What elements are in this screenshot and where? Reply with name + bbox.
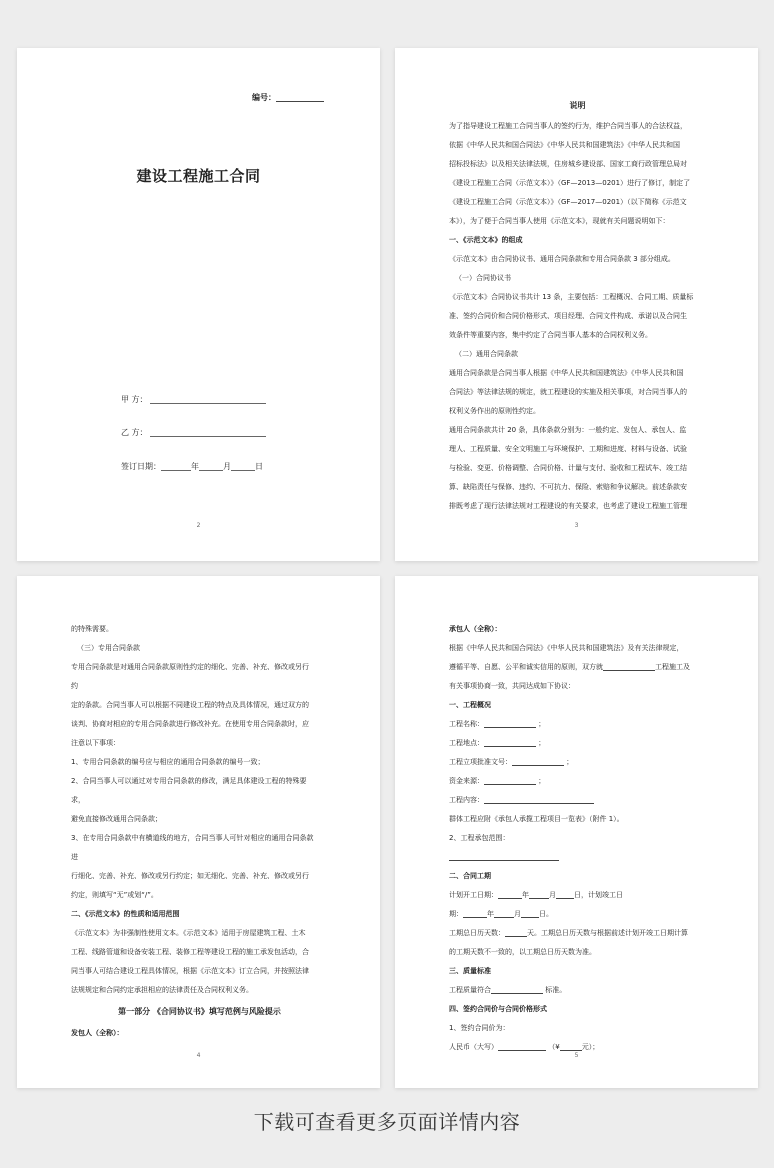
party-b-label: 乙 方： [121,428,148,437]
contract-number-blank [276,101,324,102]
text-fragment: ； [538,739,546,747]
text-line: 的特殊需要。 [71,625,113,633]
text-line: 专用合同条款是对通用合同条款原则性约定的细化、完善、补充、修改或另行 [71,663,309,671]
field-label: 资金来源： [449,777,484,785]
subsection-heading: （三）专用合同条款 [77,644,140,652]
text-line: 1、签约合同价为： [449,1024,510,1032]
party-a-label: 甲 方： [121,395,148,404]
blank [521,917,539,918]
blank [463,917,487,918]
blank [498,898,522,899]
text-fragment: ； [538,720,546,728]
text-line: 合同法》等法律法规的规定，就工程建设的实施及相关事项，对合同当事人的 [449,388,687,396]
field-label: 工程地点： [449,739,484,747]
field-label: 工期总日历天数： [449,929,505,937]
page-number: 5 [574,1052,579,1059]
text-line: 《建设工程施工合同（示范文本）》（GF—2017—0201）（以下简称《示范文 [449,198,687,206]
text-fragment: 月 [514,910,521,918]
text-line: 同当事人可结合建设工程具体情况，根据《示范文本》订立合同，并按照法律 [71,967,309,975]
text-line: 有关事项协商一致，共同达成如下协议： [449,682,575,690]
contract-number-field [252,92,324,103]
year-blank [161,470,191,471]
text-fragment: 标准。 [545,986,567,994]
text-line: 算、缺陷责任与保修、违约、不可抗力、保险、索赔和争议解决。前述条款安 [449,483,687,491]
text-fragment: （¥ [548,1043,560,1051]
section-heading: 三、质量标准 [449,967,491,975]
text-line: 准、签约合同价和合同价格形式、项目经理、合同文件构成、承诺以及合同生 [449,312,687,320]
contractor-name-label: 承包人（全称）： [449,625,502,633]
blank [484,803,594,804]
field-label: 工程立项批准文号： [449,758,512,766]
field-label: 工程名称： [449,720,484,728]
page-number: 2 [196,522,201,529]
project-location-field [449,734,706,753]
blank [529,898,549,899]
month-blank [199,470,223,471]
text-line: 进 [71,853,78,861]
page-body [449,620,706,1057]
project-name-field [449,715,706,734]
section-heading: 四、签约合同价与合同价格形式 [449,1005,547,1013]
approval-number-field [449,753,706,772]
blank [494,917,514,918]
sign-date-label: 签订日期： [121,462,161,471]
text-line: 2、合同当事人可以通过对专用合同条款的修改，满足具体建设工程的特殊要 [71,777,307,785]
field-label: 期： [449,910,463,918]
field-label: 计划开工日期： [449,891,498,899]
subsection-heading: （一）合同协议书 [455,274,511,282]
text-line: 通用合同条款是合同当事人根据《中华人民共和国建筑法》《中华人民共和国 [449,369,684,377]
contract-cover-page [17,48,380,561]
text-fragment: ； [566,758,574,766]
text-line: 避免直接修改通用合同条款； [71,815,162,823]
part-heading: 第一部分 《合同协议书》填写范例与风险提示 [118,1007,281,1016]
text-fragment: 天。工期总日历天数与根据前述计划开竣工日期计算 [527,929,688,937]
page-heading: 说明 [569,101,586,110]
special-terms-page [17,576,380,1088]
text-line: 1、专用合同条款的编号应与相应的通用合同条款的编号一致； [71,758,265,766]
sign-date-field [121,461,263,472]
party-b-field [121,427,266,438]
blank [556,898,574,899]
text-line: 2、工程承包范围： [449,834,510,842]
scope-blank-line [449,848,706,867]
day-label: 日 [255,462,263,471]
contract-number-label: 编号： [252,93,276,102]
blank [491,993,543,994]
blank [505,936,527,937]
text-line: 本》），为了便于合同当事人使用《示范文本》，现就有关问题说明如下： [449,217,670,225]
party-b-blank [150,436,266,437]
field-label: 人民币（大写） [449,1043,498,1051]
subsection-heading: （二）通用合同条款 [455,350,518,358]
text-fragment: 元）； [581,1043,600,1051]
quality-standard-field [449,981,706,1000]
text-line: 《建设工程施工合同（示范文本）》（GF—2013—0201）进行了修订，制定了 [449,179,691,187]
text-line: 为了指导建设工程施工合同当事人的签约行为，维护合同当事人的合法权益， [449,122,687,130]
text-line: 约 [71,682,78,690]
section-heading: 二、合同工期 [449,872,491,880]
explanation-page [395,48,758,561]
text-fragment: ； [538,777,546,785]
text-line: 《示范文本》合同协议书共计 13 条，主要包括：工程概况、合同工期、质量标 [449,293,694,301]
blank [560,1050,582,1051]
planned-start-field [449,886,706,905]
text-line: 群体工程应附《承包人承揽工程项目一览表》（附件 1）。 [449,815,624,823]
field-label: 工程质量符合 [449,986,491,994]
year-label: 年 [191,462,199,471]
contract-title: 建设工程施工合同 [136,167,261,185]
text-line: 注意以下事项： [71,739,120,747]
section-heading: 一、《示范文本》的组成 [449,236,523,244]
blank [484,727,536,728]
field-label: 工程内容： [449,796,484,804]
month-label: 月 [223,462,231,471]
blank [449,860,559,861]
page-number: 4 [196,1052,201,1059]
text-fragment: 日。 [539,910,553,918]
text-line: 招标投标法》以及相关法律法规，住房城乡建设部、国家工商行政管理总局对 [449,160,687,168]
agreement-page [395,576,758,1088]
text-line: 权利义务作出的原则性约定。 [449,407,540,415]
party-a-field [121,394,266,405]
text-line: 工程、线路管道和设备安装工程、装修工程等建设工程的施工承发包活动，合 [71,948,309,956]
text-line: 与检验、变更、价格调整、合同价格、计量与支付、验收和工程试车、竣工结 [449,464,687,472]
section-heading: 二、《示范文本》的性质和适用范围 [71,910,180,918]
text-line: 《示范文本》由合同协议书、通用合同条款和专用合同条款 3 部分组成。 [449,255,675,263]
text-fragment: 工程施工及 [655,663,690,671]
section-heading: 一、工程概况 [449,701,491,709]
total-days-field [449,924,706,943]
blank [484,746,536,747]
text-fragment: 遵循平等、自愿、公平和诚实信用的原则，双方就 [449,663,603,671]
text-line: 求， [71,796,85,804]
text-line [449,658,706,677]
text-fragment: 年 [487,910,494,918]
project-content-field [449,791,706,810]
text-line: 约定，则填写“无”或划“/”。 [71,891,158,899]
text-line: 3、在专用合同条款中有横道线的地方，合同当事人可针对相应的通用合同条款 [71,834,314,842]
page-body [71,620,328,1043]
blank [603,670,655,671]
text-line: 根据《中华人民共和国合同法》《中华人民共和国建筑法》及有关法律规定， [449,644,684,652]
employer-name-label: 发包人（全称）： [71,1029,124,1037]
text-line: 效条件等重要内容，集中约定了合同当事人基本的合同权利义务。 [449,331,652,339]
page-number: 3 [574,522,579,529]
text-line: 谈判、协商对相应的专用合同条款进行修改补充。在使用专用合同条款时，应 [71,720,309,728]
text-line: 排既考虑了现行法律法规对工程建设的有关要求，也考虑了建设工程施工管理 [449,502,687,510]
text-line: 行细化、完善、补充、修改或另行约定；如无细化、完善、补充、修改或另行 [71,872,309,880]
text-fragment: 月 [549,891,556,899]
text-fragment: 年 [522,891,529,899]
text-line: 理人、工程质量、安全文明施工与环境保护、工期和进度、材料与设备、试验 [449,445,687,453]
text-line: 的工期天数不一致的，以工期总日历天数为准。 [449,948,596,956]
blank [484,784,536,785]
text-fragment: 日，计划竣工日 [574,891,623,899]
text-line: 依据《中华人民共和国合同法》《中华人民共和国建筑法》《中华人民共和国 [449,141,680,149]
page-body [449,96,706,516]
text-line: 通用合同条款共计 20 条，具体条款分别为：一般约定、发包人、承包人、监 [449,426,687,434]
planned-finish-field [449,905,706,924]
text-line: 定的条款。合同当事人可以根据不同建设工程的特点及具体情况，通过双方的 [71,701,309,709]
text-line: 法规规定和合同约定承担相应的法律责任及合同权利义务。 [71,986,253,994]
blank [498,1050,546,1051]
blank [512,765,564,766]
day-blank [231,470,255,471]
text-line: 《示范文本》为非强制性使用文本。《示范文本》适用于房屋建筑工程、土木 [71,929,306,937]
funding-source-field [449,772,706,791]
party-a-blank [150,403,266,404]
download-caption: 下载可查看更多页面详情内容 [253,1110,521,1134]
